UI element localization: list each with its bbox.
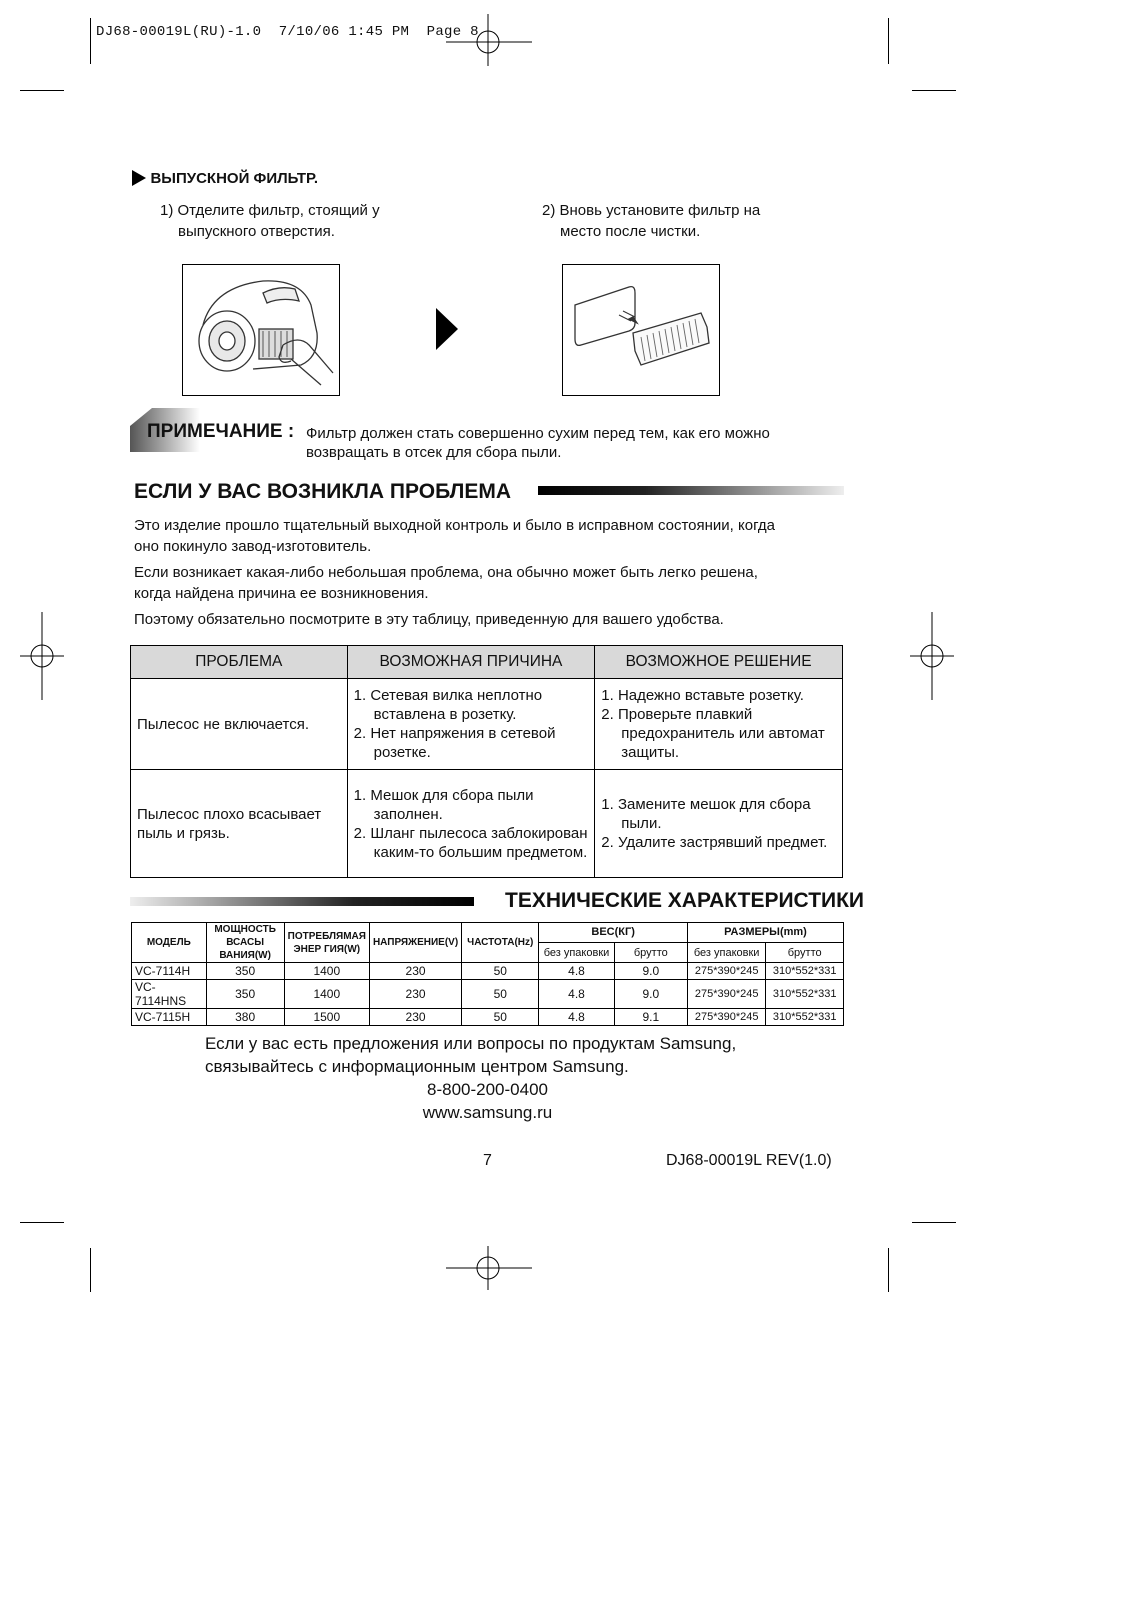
heading-gradient-bar <box>538 486 844 495</box>
table-row <box>131 679 843 770</box>
contact-website: www.samsung.ru <box>422 1103 553 1122</box>
table-row: VC-7114H 350 1400 230 50 4.8 9.0 275*390*245 310*552*331 <box>132 963 844 980</box>
solution-cell: 1. Замените мешок для сбора пыли. 2. Удалите застрявший предмет. <box>595 770 843 878</box>
cause-cell: 1. Сетевая вилка неплотно вставлена в розетку. 2. Нет напряжения в сетевой розетке. <box>347 679 595 770</box>
spec-table <box>131 922 844 1026</box>
note-label: ПРИМЕЧАНИЕ : <box>147 421 295 442</box>
contact-text: Если у вас есть предложения или вопросы по продуктам Samsung, связывайтесь с информационным центром Samsung. <box>205 1034 737 1076</box>
table-row <box>131 770 843 878</box>
page-number: 7 <box>483 1152 492 1169</box>
note-text: Фильтр должен стать совершенно сухим перед тем, как его можно возвращать в отсек для сбора пыли. <box>306 425 770 461</box>
column-header-cause: ВОЗМОЖНАЯ ПРИЧИНА <box>347 646 595 679</box>
table-header-row <box>131 646 843 679</box>
spec-section-title: ТЕХНИЧЕСКИЕ ХАРАКТЕРИСТИКИ <box>505 889 865 912</box>
contact-phone: 8-800-200-0400 <box>427 1080 548 1099</box>
spec-header-row: МОДЕЛЬ МОЩНОСТЬ ВСАСЫ ВАНИЯ(W) ПОТРЕБЛЯМАЯ ЭНЕР ГИЯ(W) НАПРЯЖЕНИЕ(V) ЧАСТОТА(Hz) ВЕС(КГ) РАЗМЕРЫ(mm) <box>132 923 844 943</box>
spec-gradient-bar <box>130 897 474 906</box>
problem-section-title: ЕСЛИ У ВАС ВОЗНИКЛА ПРОБЛЕМА <box>134 480 512 503</box>
table-row: VC-7115H 380 1500 230 50 4.8 9.1 275*390*245 310*552*331 <box>132 1009 844 1026</box>
problem-cell: Пылесос не включается. <box>131 679 348 770</box>
step-1: 1) Отделите фильтр, стоящий у выпускного отверстия. <box>160 202 380 240</box>
filter-section-heading <box>132 170 318 188</box>
solution-cell: 1. Надежно вставьте розетку. 2. Проверьте плавкий предохранитель или автомат защиты. <box>595 679 843 770</box>
problem-cell: Пылесос плохо всасывает пыль и грязь. <box>131 770 348 878</box>
arrow-right-icon <box>436 308 458 350</box>
problem-intro: Это изделие прошло тщательный выходной контроль и было в исправном состоянии, когда оно покинуло завод-изготовитель. Если возникает какая-либо небольшая проблема, она обычно может быть легко решена, когда найдена причина ее возникновения. Поэтому обязательно посмотрите в эту таблицу, приведенную для вашего удобства. <box>134 517 775 628</box>
vacuum-illustration <box>182 264 340 396</box>
document-code: DJ68-00019L REV(1.0) <box>666 1152 832 1169</box>
cause-cell: 1. Мешок для сбора пыли заполнен. 2. Шланг пылесоса заблокирован каким-то большим предметом. <box>347 770 595 878</box>
column-header-problem: ПРОБЛЕМА <box>131 646 348 679</box>
print-header: DJ68-00019L(RU)-1.0 7/10/06 1:45 PM Page 8 <box>96 24 479 40</box>
column-header-solution: ВОЗМОЖНОЕ РЕШЕНИЕ <box>595 646 843 679</box>
table-row: VC-7114HNS 350 1400 230 50 4.8 9.0 275*390*245 310*552*331 <box>132 980 844 1009</box>
filter-section-title: ВЫПУСКНОЙ ФИЛЬТР. <box>150 170 318 187</box>
step-2: 2) Вновь установите фильтр на место после чистки. <box>542 202 761 240</box>
spec-subheader-row: без упаковки брутто без упаковки брутто <box>132 943 844 963</box>
filter-illustration <box>562 264 720 396</box>
play-triangle-icon <box>132 170 146 186</box>
troubleshooting-table <box>130 645 843 878</box>
